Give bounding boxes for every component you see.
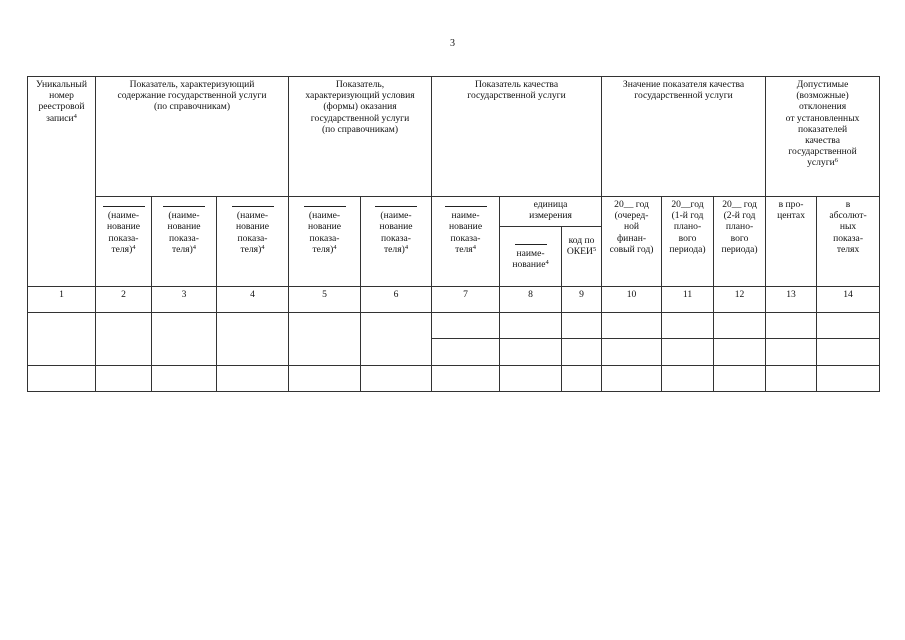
col2-l1: (наиме- (107, 210, 140, 222)
col2-l2: нование (106, 221, 141, 233)
col5-l4: теля)$^4$ (312, 243, 337, 255)
col3-l4: теля)$^4$ (171, 243, 197, 255)
name-line (97, 199, 150, 210)
deviations-l8: услуги$^6$ (807, 157, 839, 169)
empty-cell[interactable] (602, 366, 662, 392)
col5-l2: нование (307, 221, 342, 233)
col9-okei-code (562, 227, 602, 287)
col3-l1: (наиме- (168, 210, 200, 222)
col5-l3: показа- (309, 232, 340, 244)
conditions-indicator-l2: характеризующий условия (305, 90, 415, 102)
col10-l3: ной (623, 221, 640, 233)
column-number: 11 (662, 287, 714, 313)
deviations-l1: Допустимые (796, 79, 849, 90)
header-unique-number (28, 77, 96, 287)
name-line (433, 199, 498, 210)
empty-cell[interactable] (766, 339, 817, 366)
col14-l3: ных (839, 221, 857, 233)
empty-cell[interactable] (817, 366, 880, 392)
col5-l1: (наиме- (308, 210, 341, 222)
col11-l3: плано- (673, 221, 702, 233)
unique-number-l2: номер (49, 90, 74, 102)
col14-l4: показа- (833, 232, 864, 244)
empty-cell[interactable] (662, 366, 714, 392)
col10-l4: финан- (616, 232, 647, 244)
column-number: 8 (500, 287, 562, 313)
empty-cell[interactable] (361, 313, 432, 366)
unit-of-measure (500, 197, 602, 227)
name-line (218, 199, 287, 210)
unique-number-l4: записи$^4$ (46, 112, 77, 124)
col12-l1: 20__ год (722, 199, 757, 210)
content-indicator-l1: Показатель, характеризующий (129, 79, 255, 90)
empty-cell[interactable] (500, 313, 562, 339)
content-indicator-l3: (по справочникам) (153, 101, 231, 113)
empty-cell[interactable] (817, 313, 880, 339)
name-line (362, 199, 430, 210)
empty-cell[interactable] (662, 339, 714, 366)
column-number: 3 (152, 287, 217, 313)
col10-l5: совый год) (609, 243, 654, 255)
col7-l1: наиме- (451, 210, 480, 222)
quality-indicator-l1: Показатель качества (474, 79, 559, 90)
column-number: 10 (602, 287, 662, 313)
col7-quality-name (432, 197, 500, 287)
header-conditions-indicator (289, 77, 432, 197)
col9-l1: код по (568, 235, 595, 246)
col4-l4: теля)$^4$ (240, 243, 265, 255)
col6-l2: нование (379, 221, 413, 233)
col4-l2: нование (235, 221, 270, 233)
col11-l4: вого (678, 232, 697, 244)
empty-cell[interactable] (96, 313, 152, 366)
col5-indicator-name (289, 197, 361, 287)
col2-l3: показа- (108, 232, 139, 244)
empty-cell[interactable] (500, 339, 562, 366)
col8-unit-name (500, 227, 562, 287)
col8-l2: нование$^4$ (512, 259, 549, 271)
col7-l2: нование (448, 221, 483, 233)
col14-absolute (817, 197, 880, 287)
empty-cell[interactable] (217, 366, 289, 392)
header-deviations (766, 77, 880, 197)
col6-l4: теля)$^4$ (383, 243, 409, 255)
col11-l5: периода) (669, 243, 706, 255)
col11-plan-year-1 (662, 197, 714, 287)
col6-l3: показа- (381, 232, 411, 244)
empty-cell[interactable] (361, 366, 432, 392)
col13-percent (766, 197, 817, 287)
col3-indicator-name (152, 197, 217, 287)
conditions-indicator-l5: (по справочникам) (321, 123, 399, 135)
col12-l5: периода) (721, 243, 758, 255)
col6-indicator-name (361, 197, 432, 287)
column-number: 14 (817, 287, 880, 313)
quality-indicator-l2: государственной услуги (467, 90, 566, 102)
conditions-indicator-l3: (формы) оказания (323, 101, 397, 113)
table-row (28, 313, 880, 339)
empty-cell[interactable] (766, 313, 817, 339)
deviations-l5: показателей (797, 123, 848, 135)
quality-value-l2: государственной услуги (634, 90, 733, 102)
column-number: 12 (714, 287, 766, 313)
unit-l1: единица (533, 199, 568, 210)
header-content-indicator (96, 77, 289, 197)
col14-l1: в (845, 199, 851, 210)
empty-cell[interactable] (152, 366, 217, 392)
unique-number-l1: Уникальный (36, 79, 87, 90)
empty-cell[interactable] (500, 366, 562, 392)
col6-l1: (наиме- (380, 210, 412, 222)
deviations-l4: от установленных (785, 112, 860, 124)
empty-cell[interactable] (152, 313, 217, 366)
column-number: 9 (562, 287, 602, 313)
unit-l2: измерения (529, 210, 572, 222)
deviations-l2: (возможные) (796, 90, 849, 102)
empty-cell[interactable] (714, 313, 766, 339)
column-number: 1 (28, 287, 96, 313)
empty-cell[interactable] (432, 366, 500, 392)
quality-indicators-table (27, 76, 880, 392)
col14-l2: абсолют- (829, 210, 867, 222)
col11-l2: (1-й год (671, 210, 704, 222)
empty-cell[interactable] (562, 339, 602, 366)
col10-l2: (очеред- (614, 210, 649, 222)
empty-cell[interactable] (432, 313, 500, 339)
conditions-indicator-l4: государственной услуги (310, 112, 410, 124)
empty-cell[interactable] (28, 313, 96, 366)
col3-l2: нование (167, 221, 201, 233)
col12-l4: вого (730, 232, 749, 244)
name-line (290, 199, 359, 210)
header-quality-value (602, 77, 766, 197)
col9-l2: ОКЕИ$^5$ (566, 246, 597, 258)
col12-l3: плано- (725, 221, 754, 233)
quality-value-l1: Значение показателя качества (622, 79, 745, 90)
empty-cell[interactable] (217, 313, 289, 366)
page-number: 3 (450, 38, 455, 49)
name-line (501, 237, 560, 248)
col4-indicator-name (217, 197, 289, 287)
col3-l3: показа- (169, 232, 199, 244)
empty-cell[interactable] (96, 366, 152, 392)
col4-l3: показа- (237, 232, 268, 244)
col8-l1: наиме- (516, 248, 545, 260)
unique-number-l3: реестровой (38, 101, 85, 113)
column-number: 2 (96, 287, 152, 313)
deviations-l3: отклонения (798, 101, 847, 113)
conditions-indicator-l1: Показатель, (335, 79, 385, 90)
empty-cell[interactable] (562, 366, 602, 392)
col13-l2: центах (777, 210, 805, 222)
table-row (28, 366, 880, 392)
column-number: 6 (361, 287, 432, 313)
col10-current-year (602, 197, 662, 287)
col4-l1: (наиме- (236, 210, 269, 222)
empty-cell[interactable] (562, 313, 602, 339)
empty-cell[interactable] (289, 313, 361, 366)
empty-cell[interactable] (432, 339, 500, 366)
empty-cell[interactable] (662, 313, 714, 339)
empty-cell[interactable] (289, 366, 361, 392)
col12-l2: (2-й год (723, 210, 756, 222)
col12-plan-year-2 (714, 197, 766, 287)
name-line (153, 199, 215, 210)
column-number: 13 (766, 287, 817, 313)
empty-cell[interactable] (817, 339, 880, 366)
column-number: 5 (289, 287, 361, 313)
header-quality-indicator (432, 77, 602, 197)
column-numbers-row (28, 287, 880, 313)
deviations-l6: качества (805, 135, 840, 147)
empty-cell[interactable] (714, 366, 766, 392)
empty-cell[interactable] (714, 339, 766, 366)
empty-cell[interactable] (602, 339, 662, 366)
col7-l4: теля$^4$ (455, 243, 476, 255)
col2-indicator-name (96, 197, 152, 287)
column-number: 7 (432, 287, 500, 313)
col7-l3: показа- (450, 232, 481, 244)
col14-l5: телях (836, 243, 860, 255)
col10-l1: 20__ год (614, 199, 649, 210)
col13-l1: в про- (778, 199, 804, 210)
content-indicator-l2: содержание государственной услуги (117, 90, 267, 102)
empty-cell[interactable] (766, 366, 817, 392)
empty-cell[interactable] (28, 366, 96, 392)
empty-cell[interactable] (602, 313, 662, 339)
deviations-l7: государственной (788, 146, 857, 158)
col11-l1: 20__год (671, 199, 704, 210)
column-number: 4 (217, 287, 289, 313)
col2-l4: теля)$^4$ (111, 243, 136, 255)
